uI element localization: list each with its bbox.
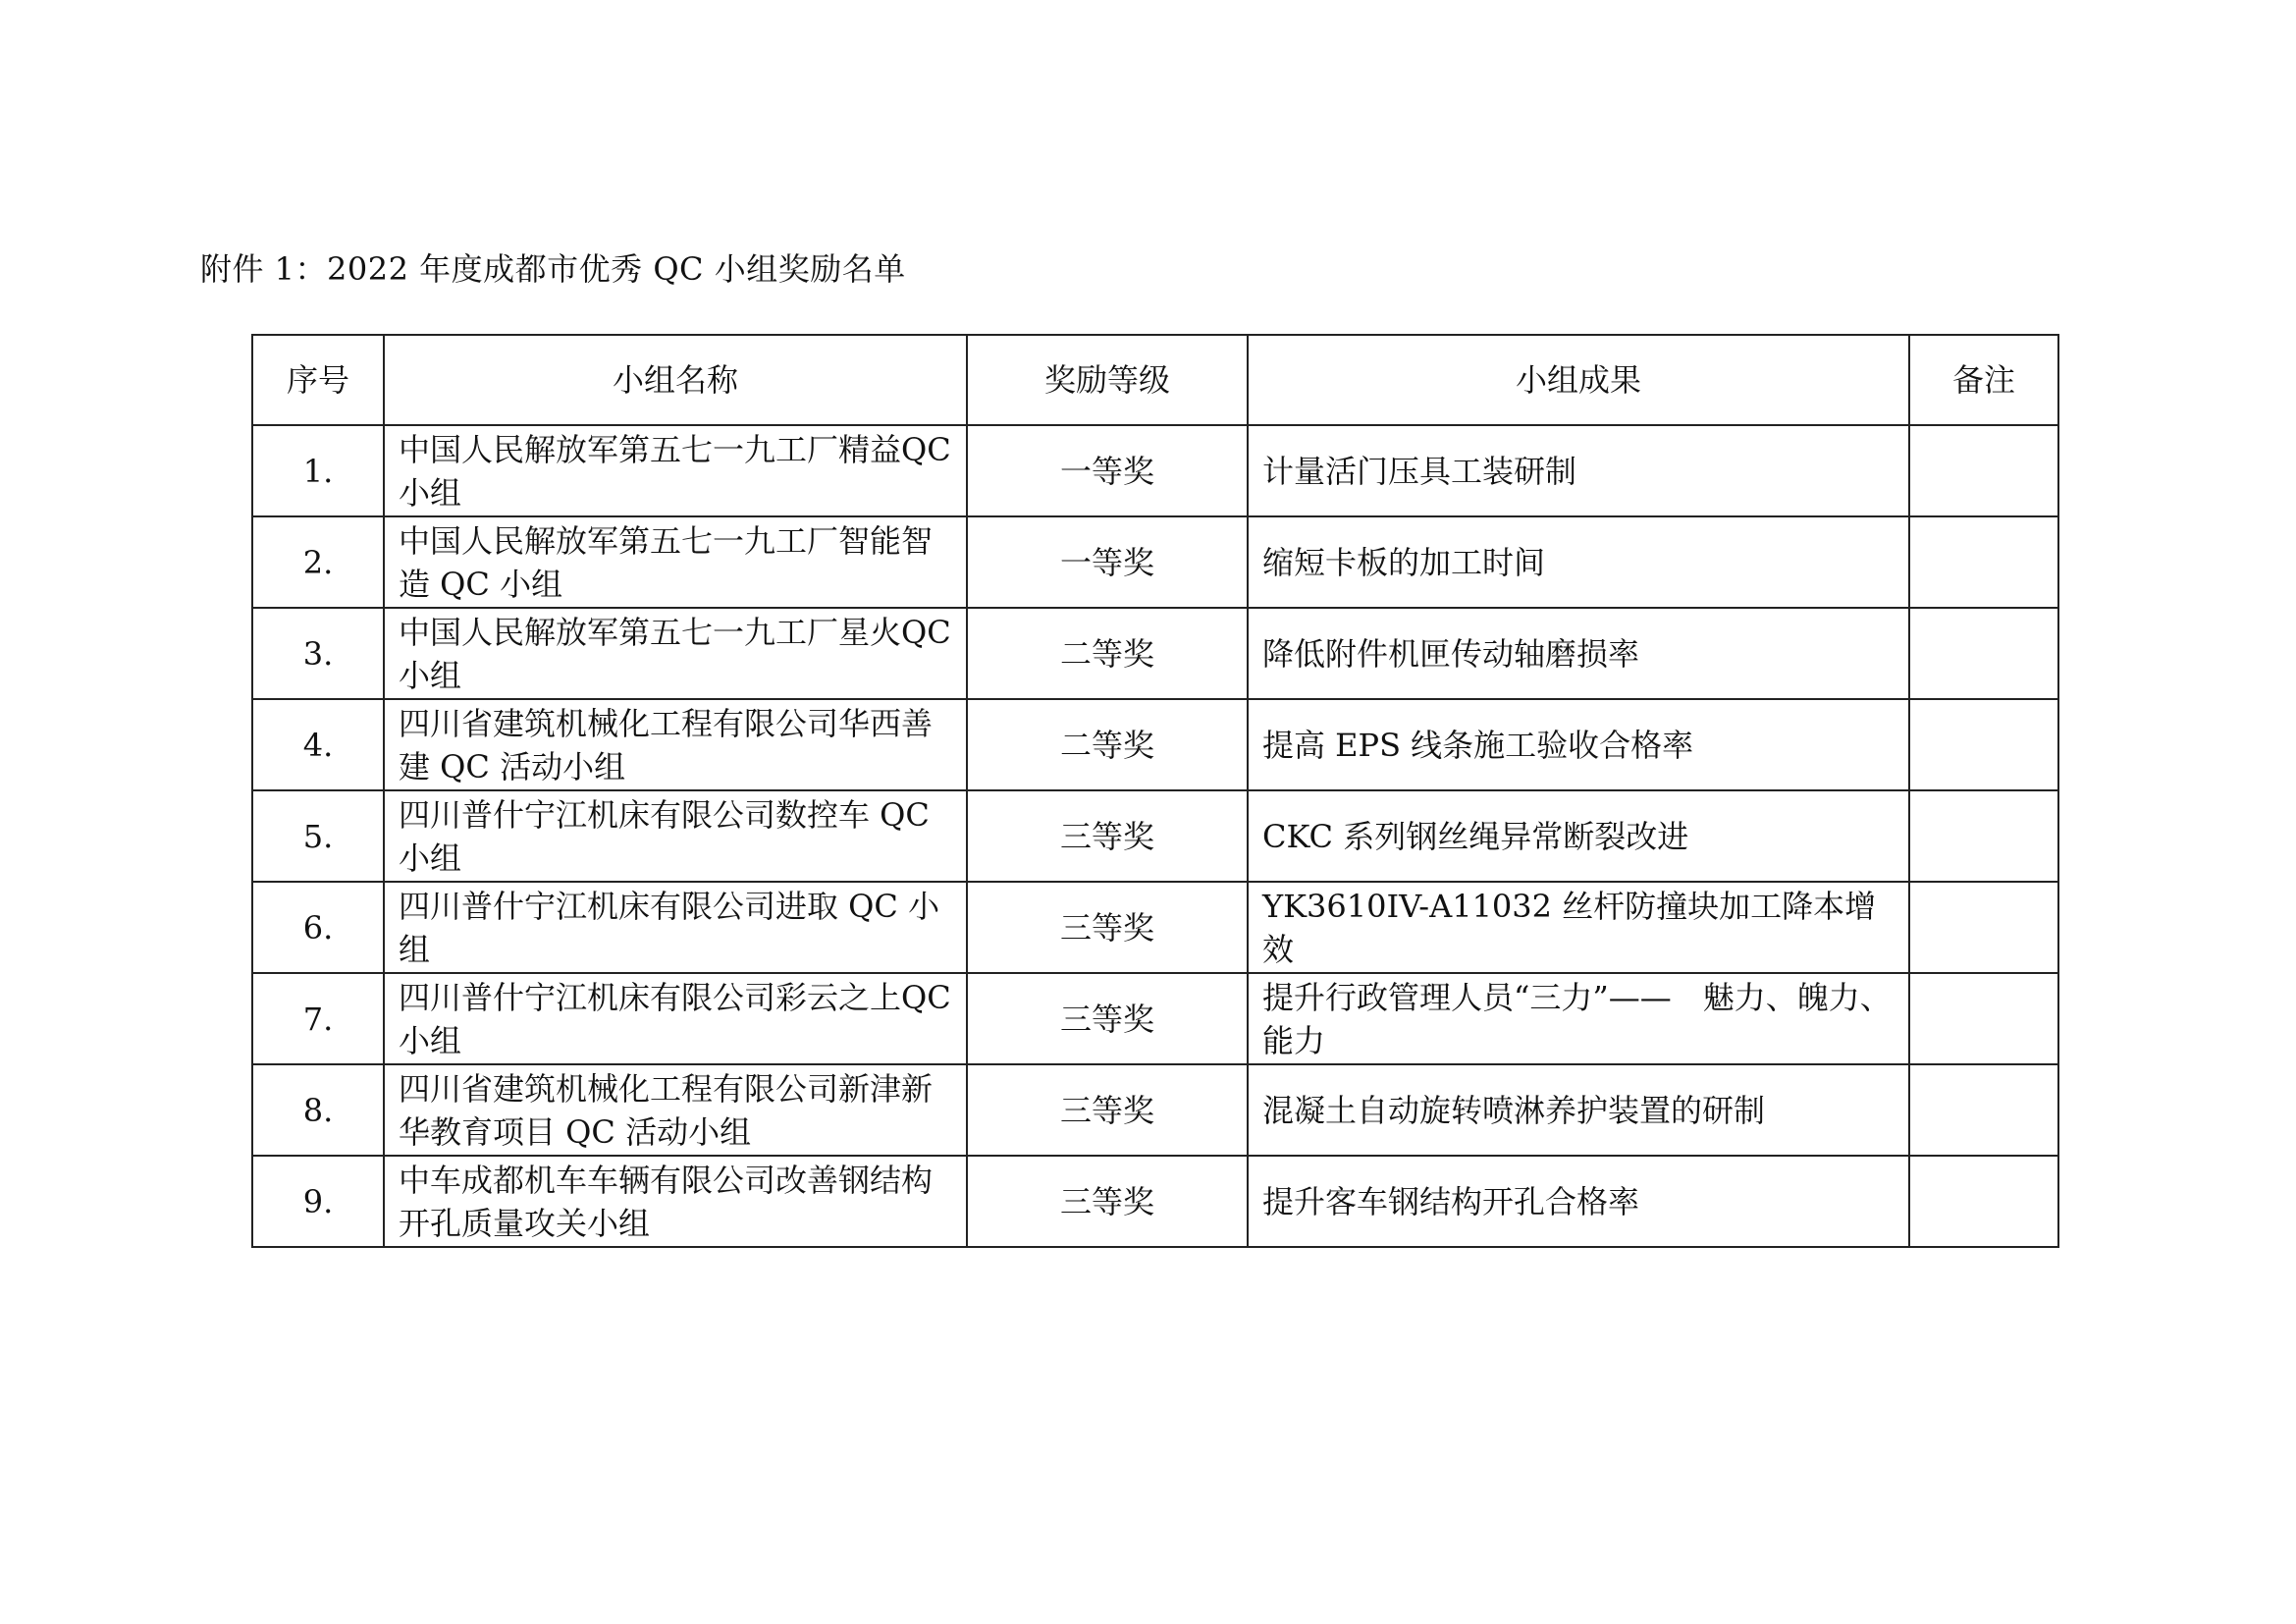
cell-group-name: 中车成都机车车辆有限公司改善钢结构开孔质量攻关小组 xyxy=(384,1156,967,1247)
cell-group-result: 计量活门压具工装研制 xyxy=(1248,425,1909,516)
cell-group-name: 四川省建筑机械化工程有限公司华西善建 QC 活动小组 xyxy=(384,699,967,790)
cell-seq: 3. xyxy=(252,608,384,699)
cell-award-level: 一等奖 xyxy=(967,425,1248,516)
cell-group-name: 四川普什宁江机床有限公司彩云之上QC 小组 xyxy=(384,973,967,1064)
cell-award-level: 二等奖 xyxy=(967,699,1248,790)
cell-award-level: 三等奖 xyxy=(967,973,1248,1064)
cell-award-level: 三等奖 xyxy=(967,1156,1248,1247)
cell-seq: 9. xyxy=(252,1156,384,1247)
cell-remark xyxy=(1909,699,2058,790)
cell-remark xyxy=(1909,425,2058,516)
table-row xyxy=(252,882,2058,973)
table-row xyxy=(252,425,2058,516)
cell-group-name: 中国人民解放军第五七一九工厂精益QC 小组 xyxy=(384,425,967,516)
cell-group-name: 中国人民解放军第五七一九工厂星火QC 小组 xyxy=(384,608,967,699)
cell-group-result: 提升行政管理人员“三力”—— 魅力、魄力、能力 xyxy=(1248,973,1909,1064)
cell-seq: 5. xyxy=(252,790,384,882)
cell-group-name: 中国人民解放军第五七一九工厂智能智造 QC 小组 xyxy=(384,516,967,608)
cell-group-result: 提升客车钢结构开孔合格率 xyxy=(1248,1156,1909,1247)
cell-award-level: 一等奖 xyxy=(967,516,1248,608)
header-remark: 备注 xyxy=(1909,335,2058,425)
cell-award-level: 二等奖 xyxy=(967,608,1248,699)
cell-group-result: CKC 系列钢丝绳异常断裂改进 xyxy=(1248,790,1909,882)
cell-seq: 7. xyxy=(252,973,384,1064)
table-row xyxy=(252,516,2058,608)
header-group-name: 小组名称 xyxy=(384,335,967,425)
cell-seq: 4. xyxy=(252,699,384,790)
cell-award-level: 三等奖 xyxy=(967,882,1248,973)
cell-group-result: 缩短卡板的加工时间 xyxy=(1248,516,1909,608)
table-row xyxy=(252,790,2058,882)
cell-group-name: 四川普什宁江机床有限公司数控车 QC 小组 xyxy=(384,790,967,882)
table-row xyxy=(252,699,2058,790)
cell-remark xyxy=(1909,1064,2058,1156)
header-seq: 序号 xyxy=(252,335,384,425)
table-row xyxy=(252,1156,2058,1247)
cell-remark xyxy=(1909,790,2058,882)
table-body xyxy=(252,425,2058,1247)
table-row xyxy=(252,1064,2058,1156)
cell-award-level: 三等奖 xyxy=(967,790,1248,882)
cell-seq: 1. xyxy=(252,425,384,516)
cell-seq: 2. xyxy=(252,516,384,608)
cell-group-result: YK3610IV-A11032 丝杆防撞块加工降本增效 xyxy=(1248,882,1909,973)
cell-group-name: 四川省建筑机械化工程有限公司新津新华教育项目 QC 活动小组 xyxy=(384,1064,967,1156)
cell-remark xyxy=(1909,1156,2058,1247)
cell-remark xyxy=(1909,882,2058,973)
table-header-row xyxy=(252,335,2058,425)
cell-seq: 8. xyxy=(252,1064,384,1156)
table-row xyxy=(252,973,2058,1064)
table-row xyxy=(252,608,2058,699)
cell-remark xyxy=(1909,973,2058,1064)
document-title: 附件 1：2022 年度成都市优秀 QC 小组奖励名单 xyxy=(200,250,906,288)
cell-group-result: 混凝土自动旋转喷淋养护装置的研制 xyxy=(1248,1064,1909,1156)
cell-remark xyxy=(1909,516,2058,608)
cell-remark xyxy=(1909,608,2058,699)
cell-group-result: 提高 EPS 线条施工验收合格率 xyxy=(1248,699,1909,790)
header-group-result: 小组成果 xyxy=(1248,335,1909,425)
header-award-level: 奖励等级 xyxy=(967,335,1248,425)
cell-group-result: 降低附件机匣传动轴磨损率 xyxy=(1248,608,1909,699)
cell-group-name: 四川普什宁江机床有限公司进取 QC 小组 xyxy=(384,882,967,973)
cell-award-level: 三等奖 xyxy=(967,1064,1248,1156)
awards-table xyxy=(251,334,2059,1248)
cell-seq: 6. xyxy=(252,882,384,973)
